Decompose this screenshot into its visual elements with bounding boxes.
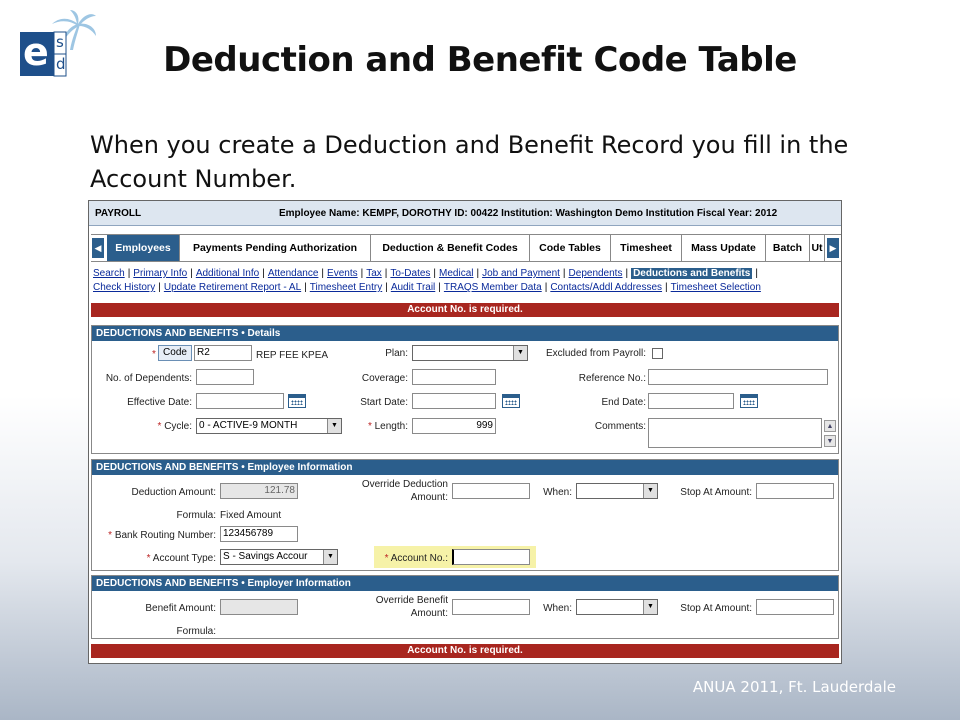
chevron-down-icon: ▼	[643, 600, 657, 614]
link-dependents[interactable]: Dependents	[568, 268, 623, 279]
chevron-down-icon: ▼	[643, 484, 657, 498]
logo-letter-d: d	[56, 55, 66, 73]
subnav-links: Search | Primary Info | Additional Info | Attendance | Events | Tax | To-Dates | Medical | Job and Payment | Dependents | Deductions and Benefits | Check History | Update Retirement Report - AL | Timesheet Entry | Audit Trail | TRAQS Member Data | Contacts/Addl Addresses | Timesheet Selection	[93, 268, 761, 293]
employee-info-section	[91, 459, 839, 571]
employer-formula-label: Formula:	[176, 626, 216, 637]
link-to-dates[interactable]: To-Dates	[390, 268, 431, 279]
length-label: * Length:	[367, 421, 408, 432]
tab-batch[interactable]: Batch	[766, 235, 810, 261]
tab-payments-pending[interactable]: Payments Pending Authorization	[180, 235, 371, 261]
account-type-select[interactable]: S - Savings Accour ▼	[220, 549, 338, 565]
formula-label: Formula:	[176, 510, 216, 521]
end-date-input[interactable]	[648, 393, 734, 409]
benefit-amount-value	[220, 599, 298, 615]
override-deduction-amount-input[interactable]	[452, 483, 530, 499]
account-type-label: * Account Type:	[146, 553, 216, 564]
tab-utilities[interactable]: Ut	[810, 235, 825, 261]
logo-letter-e: e	[23, 30, 49, 74]
scroll-down-icon[interactable]: ▼	[824, 435, 836, 447]
bank-routing-input[interactable]: 123456789	[220, 526, 298, 542]
calendar-icon[interactable]	[288, 394, 306, 408]
link-timesheet-entry[interactable]: Timesheet Entry	[309, 282, 383, 293]
link-search[interactable]: Search	[93, 268, 125, 279]
employer-info-section	[91, 575, 839, 639]
start-date-label: Start Date:	[360, 397, 408, 408]
coverage-input[interactable]	[412, 369, 496, 385]
reference-no-label: Reference No.:	[578, 373, 646, 384]
link-audit-trail[interactable]: Audit Trail	[390, 282, 436, 293]
employer-info-section-header: DEDUCTIONS AND BENEFITS • Employer Information	[92, 576, 838, 591]
cycle-label: * Cycle:	[157, 421, 192, 432]
chevron-down-icon: ▼	[323, 550, 337, 564]
benefit-amount-label: Benefit Amount:	[145, 603, 216, 614]
link-job-and-payment[interactable]: Job and Payment	[482, 268, 560, 279]
dependents-label: No. of Dependents:	[105, 373, 192, 384]
code-required-marker: *	[152, 349, 156, 360]
employer-stop-at-amount-label: Stop At Amount:	[680, 603, 752, 614]
slide-footer: ANUA 2011, Ft. Lauderdale	[692, 678, 896, 696]
employee-info: Employee Name: KEMPF, DOROTHY ID: 00422 Institution: Washington Demo Institution Fiscal Year: 2012	[279, 208, 778, 219]
link-medical[interactable]: Medical	[439, 268, 474, 279]
link-contacts-addl-addresses[interactable]: Contacts/Addl Addresses	[550, 282, 663, 293]
employer-when-select[interactable]	[576, 599, 658, 615]
bank-routing-label: * Bank Routing Number:	[108, 530, 216, 541]
comments-textarea[interactable]	[648, 418, 822, 448]
code-lookup-button[interactable]: Code	[158, 345, 192, 361]
slide-body-text: When you create a Deduction and Benefit Record you fill in the Account Number.	[90, 131, 849, 193]
details-section	[91, 325, 839, 454]
link-attendance[interactable]: Attendance	[267, 268, 319, 279]
link-tax[interactable]: Tax	[366, 268, 382, 279]
tab-scroll-right-button[interactable]: ▶	[827, 238, 839, 258]
link-events[interactable]: Events	[327, 268, 358, 279]
when-select[interactable]	[576, 483, 658, 499]
chevron-down-icon: ▼	[513, 346, 527, 360]
link-check-history[interactable]: Check History	[93, 282, 156, 293]
excluded-from-payroll-label: Excluded from Payroll:	[545, 348, 646, 359]
link-timesheet-selection[interactable]: Timesheet Selection	[670, 282, 761, 293]
link-deductions-and-benefits[interactable]: Deductions and Benefits	[633, 268, 751, 279]
link-additional-info[interactable]: Additional Info	[195, 268, 260, 279]
tab-employees[interactable]: Employees	[107, 235, 180, 261]
coverage-label: Coverage:	[361, 373, 408, 384]
plan-select[interactable]	[412, 345, 528, 361]
tab-deduction-benefit-codes[interactable]: Deduction & Benefit Codes	[371, 235, 530, 261]
plan-label: Plan:	[385, 348, 408, 359]
tab-code-tables[interactable]: Code Tables	[530, 235, 611, 261]
override-deduction-amount-label: Override Deduction Amount:	[361, 479, 448, 503]
link-primary-info[interactable]: Primary Info	[133, 268, 188, 279]
override-benefit-amount-label: Override Benefit Amount:	[375, 595, 448, 619]
account-no-input[interactable]	[452, 549, 530, 565]
account-no-label: * Account No.:	[384, 553, 448, 564]
employee-info-section-header: DEDUCTIONS AND BENEFITS • Employee Information	[92, 460, 838, 475]
stop-at-amount-input[interactable]	[756, 483, 834, 499]
error-banner-bottom: Account No. is required.	[91, 644, 839, 658]
logo-letter-s: s	[56, 33, 64, 51]
comments-label: Comments:	[594, 421, 646, 432]
module-header	[89, 201, 841, 226]
end-date-label: End Date:	[601, 397, 646, 408]
error-banner-top: Account No. is required.	[91, 303, 839, 317]
employer-stop-at-amount-input[interactable]	[756, 599, 834, 615]
deduction-amount-value: 121.78	[220, 483, 298, 499]
payroll-screen	[88, 200, 842, 664]
deduction-amount-label: Deduction Amount:	[131, 487, 216, 498]
calendar-icon[interactable]	[740, 394, 758, 408]
slide-title: Deduction and Benefit Code Table	[163, 40, 797, 80]
details-section-header: DEDUCTIONS AND BENEFITS • Details	[92, 326, 838, 341]
when-label: When:	[543, 487, 572, 498]
tab-timesheet[interactable]: Timesheet	[611, 235, 682, 261]
cycle-select[interactable]: 0 - ACTIVE-9 MONTH ▼	[196, 418, 342, 434]
link-update-retirement-report[interactable]: Update Retirement Report - AL	[163, 282, 302, 293]
code-description: REP FEE KPEA	[256, 350, 329, 361]
tab-bar	[91, 234, 841, 262]
tab-mass-update[interactable]: Mass Update	[682, 235, 766, 261]
link-traqs-member-data[interactable]: TRAQS Member Data	[443, 282, 542, 293]
effective-date-label: Effective Date:	[127, 397, 192, 408]
employer-when-label: When:	[543, 603, 572, 614]
override-benefit-amount-input[interactable]	[452, 599, 530, 615]
length-input[interactable]: 999	[412, 418, 496, 434]
dependents-input[interactable]	[196, 369, 254, 385]
module-title: PAYROLL	[95, 208, 142, 219]
formula-value: Fixed Amount	[220, 510, 282, 521]
calendar-icon[interactable]	[502, 394, 520, 408]
chevron-down-icon: ▼	[327, 419, 341, 433]
stop-at-amount-label: Stop At Amount:	[680, 487, 752, 498]
scroll-up-icon[interactable]: ▲	[824, 420, 836, 432]
tab-scroll-left-button[interactable]: ◀	[92, 238, 104, 258]
excluded-from-payroll-checkbox[interactable]	[652, 348, 663, 359]
reference-no-input[interactable]	[648, 369, 828, 385]
start-date-input[interactable]	[412, 393, 496, 409]
code-input[interactable]: R2	[194, 345, 252, 361]
effective-date-input[interactable]	[196, 393, 284, 409]
